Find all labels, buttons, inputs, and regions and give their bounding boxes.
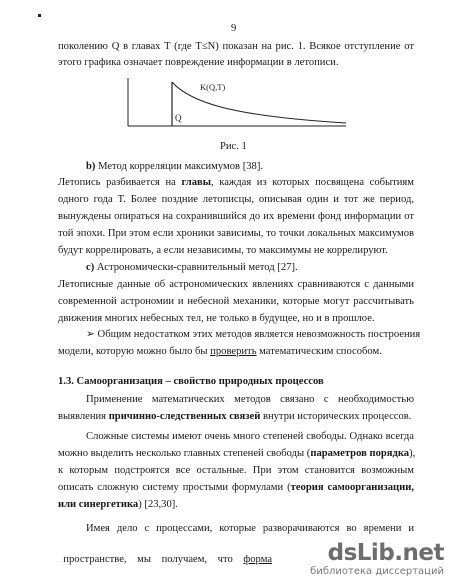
method-b-heading bbox=[86, 160, 263, 173]
body-line: движения многих небесных тел, не только в будущее, но и в прошлое. bbox=[58, 313, 375, 324]
bold-term: теория самоорганизации, bbox=[290, 482, 414, 493]
decay-curve-graph bbox=[120, 76, 350, 138]
list-marker: b) bbox=[86, 161, 96, 172]
body-line: модели, которую можно было бы проверить математическим способом. bbox=[58, 346, 382, 357]
section-heading bbox=[58, 376, 324, 387]
underlined-word: форма bbox=[243, 554, 273, 565]
underlined-word: проверить bbox=[210, 346, 257, 357]
body-line: поколению Q в главах T (где T≤N) показан на рис. 1. Всякое отступление от bbox=[58, 41, 414, 52]
bold-term: или синергетика bbox=[58, 499, 139, 510]
curve-label: K(Q,T) bbox=[200, 82, 226, 92]
figure-caption: Рис. 1 bbox=[220, 141, 247, 152]
body-line: Летописные данные об астрономических явлениях сравниваются с данными bbox=[58, 279, 414, 290]
body-line: современной астрономии и небесной механики, которые могут рассчитывать bbox=[58, 296, 414, 307]
body-line: этого графика означает повреждение информации в летописи. bbox=[58, 57, 339, 68]
watermark-subtitle: библиотека диссертаций bbox=[310, 566, 444, 577]
body-line: выявления причинно-следственных связей внутри исторических процессов. bbox=[58, 411, 412, 422]
page-number: 9 bbox=[231, 23, 237, 34]
body-line: или синергетика) [23,30]. bbox=[58, 499, 178, 510]
body-line: к которым подстроятся все остальные. При этом становится возможным bbox=[58, 465, 414, 476]
body-line: Летопись разбивается на главы, каждая из которых посвящена событиям bbox=[58, 177, 414, 188]
decay-curve bbox=[172, 82, 346, 123]
arrow-bullet-icon: ➢ bbox=[86, 329, 95, 340]
list-marker: c) bbox=[86, 262, 95, 273]
body-line: Имея дело с процессами, которые разворачиваются во времени и bbox=[86, 523, 414, 534]
body-line: описать сложную систему простыми формулами (теория самоорганизации, bbox=[58, 482, 414, 493]
body-line: пространстве, мы получаем, что форма bbox=[63, 554, 273, 565]
body-line: Сложные системы имеют очень много степеней свободы. Однако всегда bbox=[86, 431, 414, 442]
body-line: той эпохи. При этом если хроники зависимы, то точки локальных максимумов bbox=[58, 228, 414, 239]
body-line: можно выделить несколько главных степеней свободы (параметров порядка), bbox=[58, 448, 416, 459]
method-c-title: Астрономически-сравнительный метод [27]. bbox=[96, 262, 298, 273]
method-c-heading bbox=[86, 261, 298, 274]
q-label: Q bbox=[175, 113, 182, 123]
watermark bbox=[310, 540, 444, 577]
bold-term: причинно-следственных связей bbox=[108, 411, 261, 422]
watermark-logo: dsLib.net bbox=[327, 540, 444, 566]
bullet-line: ➢ Общим недостатком этих методов является невозможность построения bbox=[86, 329, 421, 340]
method-b-title: Метод корреляции максимумов [38]. bbox=[98, 161, 263, 172]
bold-term: параметров порядка bbox=[310, 448, 410, 459]
figure-graph bbox=[120, 76, 350, 138]
section-title: Самоорганизация – свойство природных процессов bbox=[76, 376, 324, 387]
body-line: Применение математических методов связано с необходимостью bbox=[86, 394, 414, 405]
scan-mark bbox=[38, 14, 41, 17]
body-line: одного года T. Более поздние летописцы, описывая один и тот же период, bbox=[58, 194, 414, 205]
body-line: вынуждены опираться на сохранившийся до их времени фонд информации от bbox=[58, 211, 414, 222]
section-number: 1.3. bbox=[58, 376, 74, 387]
bold-term: главы bbox=[181, 177, 211, 188]
body-line: будут коррелировать, а если независимы, то максимумы не коррелируют. bbox=[58, 245, 388, 256]
